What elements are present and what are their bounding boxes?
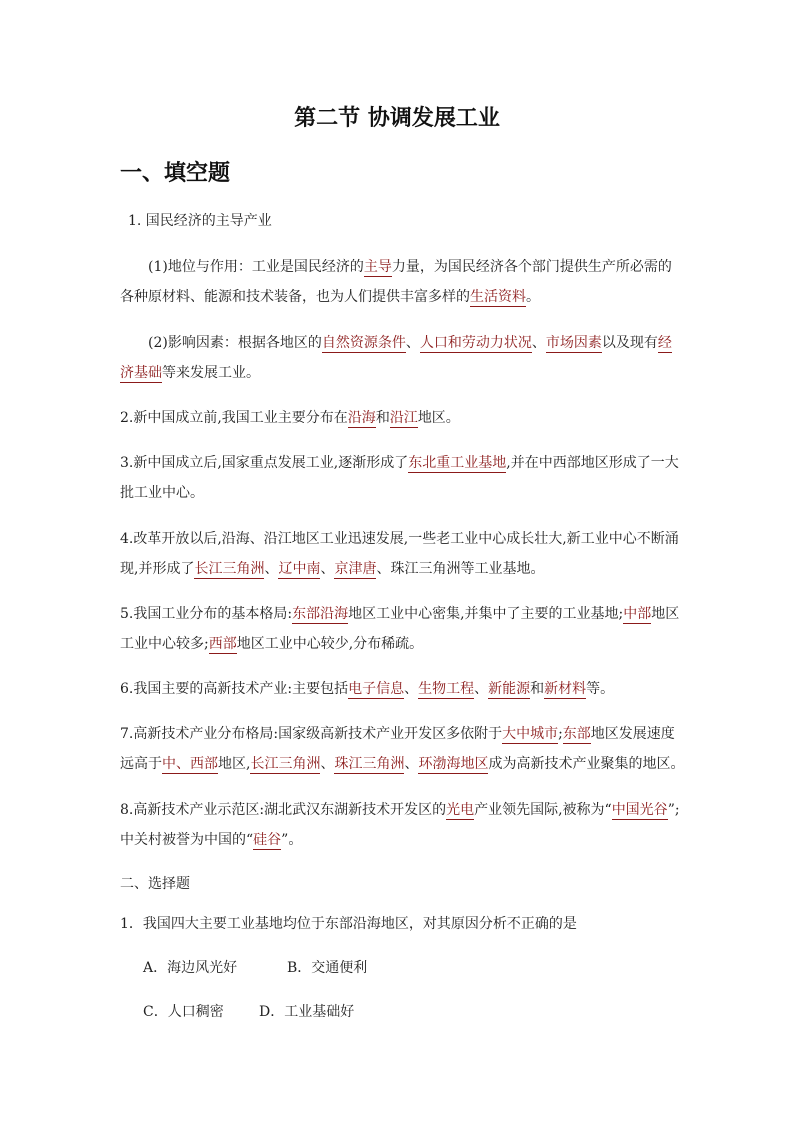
q7-text: 、 — [320, 756, 335, 772]
q5-line2 — [120, 633, 680, 655]
answer-blank: 中部 — [623, 606, 652, 622]
answer-blank: 东部沿海 — [292, 606, 349, 622]
answer-blank: 中、西部 — [162, 756, 218, 772]
q7-text: ; — [558, 726, 563, 742]
q5-text: 地区工业中心密集,并集中了主要的工业基地; — [348, 606, 624, 622]
q5-text: 地区 — [651, 606, 680, 622]
answer-blank: 沿江 — [389, 410, 418, 426]
answer-blank: 光电 — [446, 802, 475, 818]
q1b-text: 以及现有 — [601, 335, 658, 351]
q4-text: 现,并形成了 — [120, 561, 195, 577]
q3-line1 — [120, 452, 680, 474]
q4-line1: 4.改革开放以后,沿海、沿江地区工业迅速发展,一些老工业中心成长壮大,新工业中心不断涌 — [120, 531, 679, 547]
q2-text: 地区。 — [417, 410, 460, 426]
q6-text: 、 — [474, 681, 489, 697]
q1a-text: 。 — [526, 289, 540, 305]
answer-blank: 生活资料 — [470, 289, 526, 305]
q8-text: 中关村被誉为中国的“ — [120, 832, 254, 848]
answer-blank: 长江三角洲 — [250, 756, 321, 772]
q2-line — [120, 407, 680, 429]
q7-text: 地区发展速度 — [590, 726, 675, 742]
q4-text: 、 — [264, 561, 279, 577]
q6-line — [120, 678, 680, 700]
answer-blank: 新能源 — [488, 681, 531, 697]
q1b-line2 — [120, 362, 680, 384]
q7-text: 远高于 — [120, 756, 162, 772]
answer-blank: 主导 — [363, 259, 392, 275]
answer-blank: 人口和劳动力状况 — [419, 335, 532, 351]
q7-text: 成为高新技术产业聚集的地区。 — [488, 756, 685, 772]
section-heading-fill-blank: 一、填空题 — [120, 160, 231, 186]
mc1-option-c: C．人口稠密 — [143, 1004, 224, 1020]
answer-blank: 自然资源条件 — [321, 335, 406, 351]
answer-blank: 京津唐 — [334, 561, 377, 577]
answer-blank: 电子信息 — [348, 681, 405, 697]
q4-line2 — [120, 558, 680, 580]
section-heading-choice: 二、选择题 — [120, 876, 190, 892]
q5-text: 地区工业中心较少,分布稀疏。 — [236, 636, 424, 652]
q6-text: 等。 — [586, 681, 615, 697]
q8-text: 产业领先国际,被称为“ — [474, 802, 612, 818]
answer-blank: 生物工程 — [418, 681, 475, 697]
q6-text: 、 — [404, 681, 419, 697]
q1a-text: 各种原材料、能源和技术装备，也为人们提供丰富多样的 — [120, 289, 470, 305]
q4-text: 、 — [320, 561, 335, 577]
q1b-text: 、 — [405, 335, 420, 351]
answer-blank: 新材料 — [544, 681, 587, 697]
answer-blank: 辽中南 — [278, 561, 321, 577]
answer-blank: 环渤海地区 — [418, 756, 489, 772]
answer-blank: 西部 — [208, 636, 237, 652]
q1b-line1 — [148, 332, 680, 354]
q7-text: 、 — [404, 756, 419, 772]
q2-text: 2.新中国成立前,我国工业主要分布在 — [120, 410, 348, 426]
q5-text: 5.我国工业分布的基本格局: — [120, 606, 293, 622]
q7-line1 — [120, 723, 680, 745]
q3-line2: 批工业中心。 — [120, 485, 204, 501]
answer-blank: 东部 — [562, 726, 591, 742]
q5-text: 工业中心较多; — [120, 636, 209, 652]
mc1-option-d: D．工业基础好 — [259, 1004, 355, 1020]
answer-blank: 大中城市 — [502, 726, 559, 742]
q7-text: 7.高新技术产业分布格局:国家级高新技术产业开发区多依附于 — [120, 726, 503, 742]
answer-blank: 经 — [657, 335, 672, 351]
q1a-text: (1)地位与作用：工业是国民经济的 — [148, 259, 364, 275]
q6-text: 6.我国主要的高新技术产业:主要包括 — [120, 681, 349, 697]
q8-text: ”; — [667, 802, 680, 818]
q7-text: 地区, — [218, 756, 251, 772]
q1b-text: 、 — [531, 335, 546, 351]
q2-text: 和 — [375, 410, 390, 426]
answer-blank: 中国光谷 — [611, 802, 668, 818]
q1-heading: 1. 国民经济的主导产业 — [128, 213, 272, 229]
mc1-option-a: A．海边风光好 — [143, 960, 238, 976]
q6-text: 和 — [530, 681, 545, 697]
answer-blank: 市场因素 — [545, 335, 602, 351]
q3-text: 3.新中国成立后,国家重点发展工业,逐渐形成了 — [120, 455, 409, 471]
mc1-option-b: B．交通便利 — [287, 960, 368, 976]
q1a-line1 — [148, 256, 680, 278]
answer-blank: 珠江三角洲 — [334, 756, 405, 772]
q1a-text: 力量，为国民经济各个部门提供生产所必需的 — [391, 259, 672, 275]
q1b-text: 等来发展工业。 — [162, 365, 260, 381]
answer-blank: 长江三角洲 — [194, 561, 265, 577]
q3-text: ,并在中西部地区形成了一大 — [506, 455, 679, 471]
answer-blank: 东北重工业基地 — [408, 455, 507, 471]
q8-text: 8.高新技术产业示范区:湖北武汉东湖新技术开发区的 — [120, 802, 447, 818]
answer-blank: 硅谷 — [253, 832, 282, 848]
page-title: 第二节 协调发展工业 — [294, 105, 500, 131]
mc1-stem: 1．我国四大主要工业基地均位于东部沿海地区，对其原因分析不正确的是 — [120, 916, 577, 932]
answer-blank: 济基础 — [120, 365, 162, 381]
q5-line1 — [120, 603, 680, 625]
q4-text: 、珠江三角洲等工业基地。 — [376, 561, 545, 577]
answer-blank: 沿海 — [347, 410, 376, 426]
q8-line2 — [120, 829, 680, 851]
q8-text: ”。 — [281, 832, 303, 848]
q7-line2 — [120, 753, 685, 775]
q8-line1 — [120, 799, 680, 821]
q1b-text: (2)影响因素：根据各地区的 — [148, 335, 322, 351]
q1a-line2 — [120, 286, 680, 308]
